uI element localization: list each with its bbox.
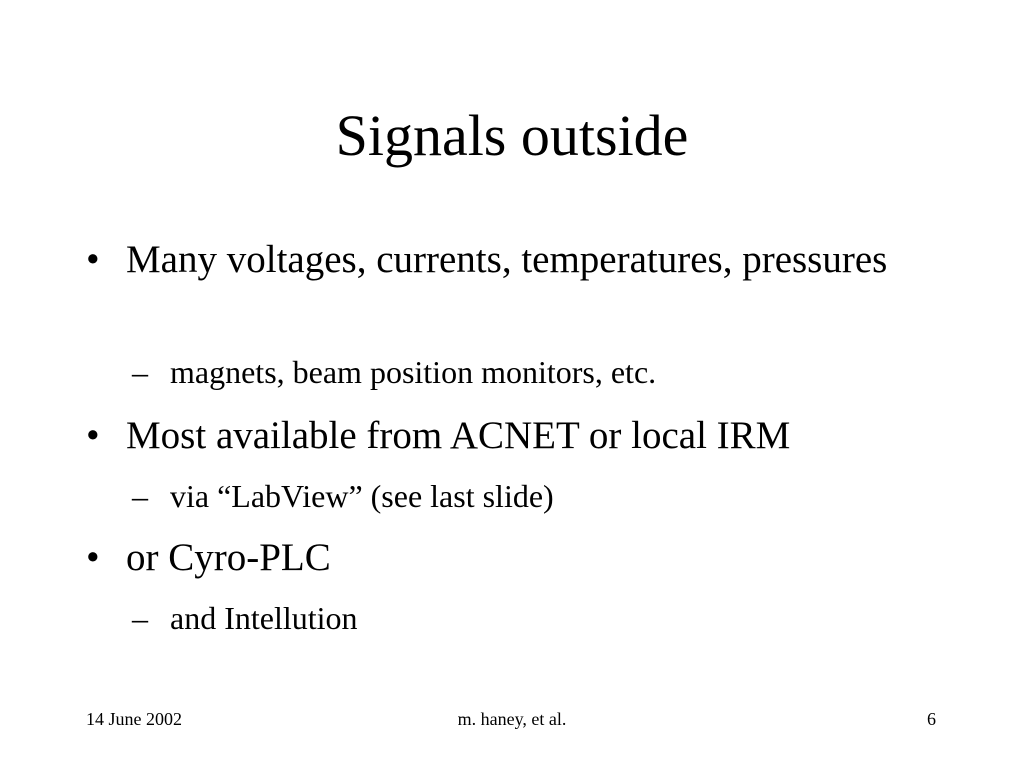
sub-bullet-text: via “LabView” (see last slide) [170, 478, 554, 514]
bullet-mark: • [86, 536, 100, 579]
bullet-text: Most available from ACNET or local IRM [126, 414, 791, 457]
sub-bullet-mark: – [132, 600, 148, 636]
footer-date: 14 June 2002 [86, 709, 182, 729]
footer-author: m. haney, et al. [457, 709, 567, 729]
bullet-mark: • [86, 414, 100, 457]
slide-title: Signals outside [335, 103, 689, 168]
sub-bullet-text: magnets, beam position monitors, etc. [170, 354, 657, 390]
bullet-mark: • [86, 238, 100, 281]
bullet-text: Many voltages, currents, temperatures, pressures [126, 238, 888, 281]
footer-page-number: 6 [927, 709, 936, 729]
bullet-text: or Cyro-PLC [126, 536, 331, 579]
sub-bullet-mark: – [132, 354, 148, 390]
sub-bullet-mark: – [132, 478, 148, 514]
sub-bullet-text: and Intellution [170, 600, 358, 636]
